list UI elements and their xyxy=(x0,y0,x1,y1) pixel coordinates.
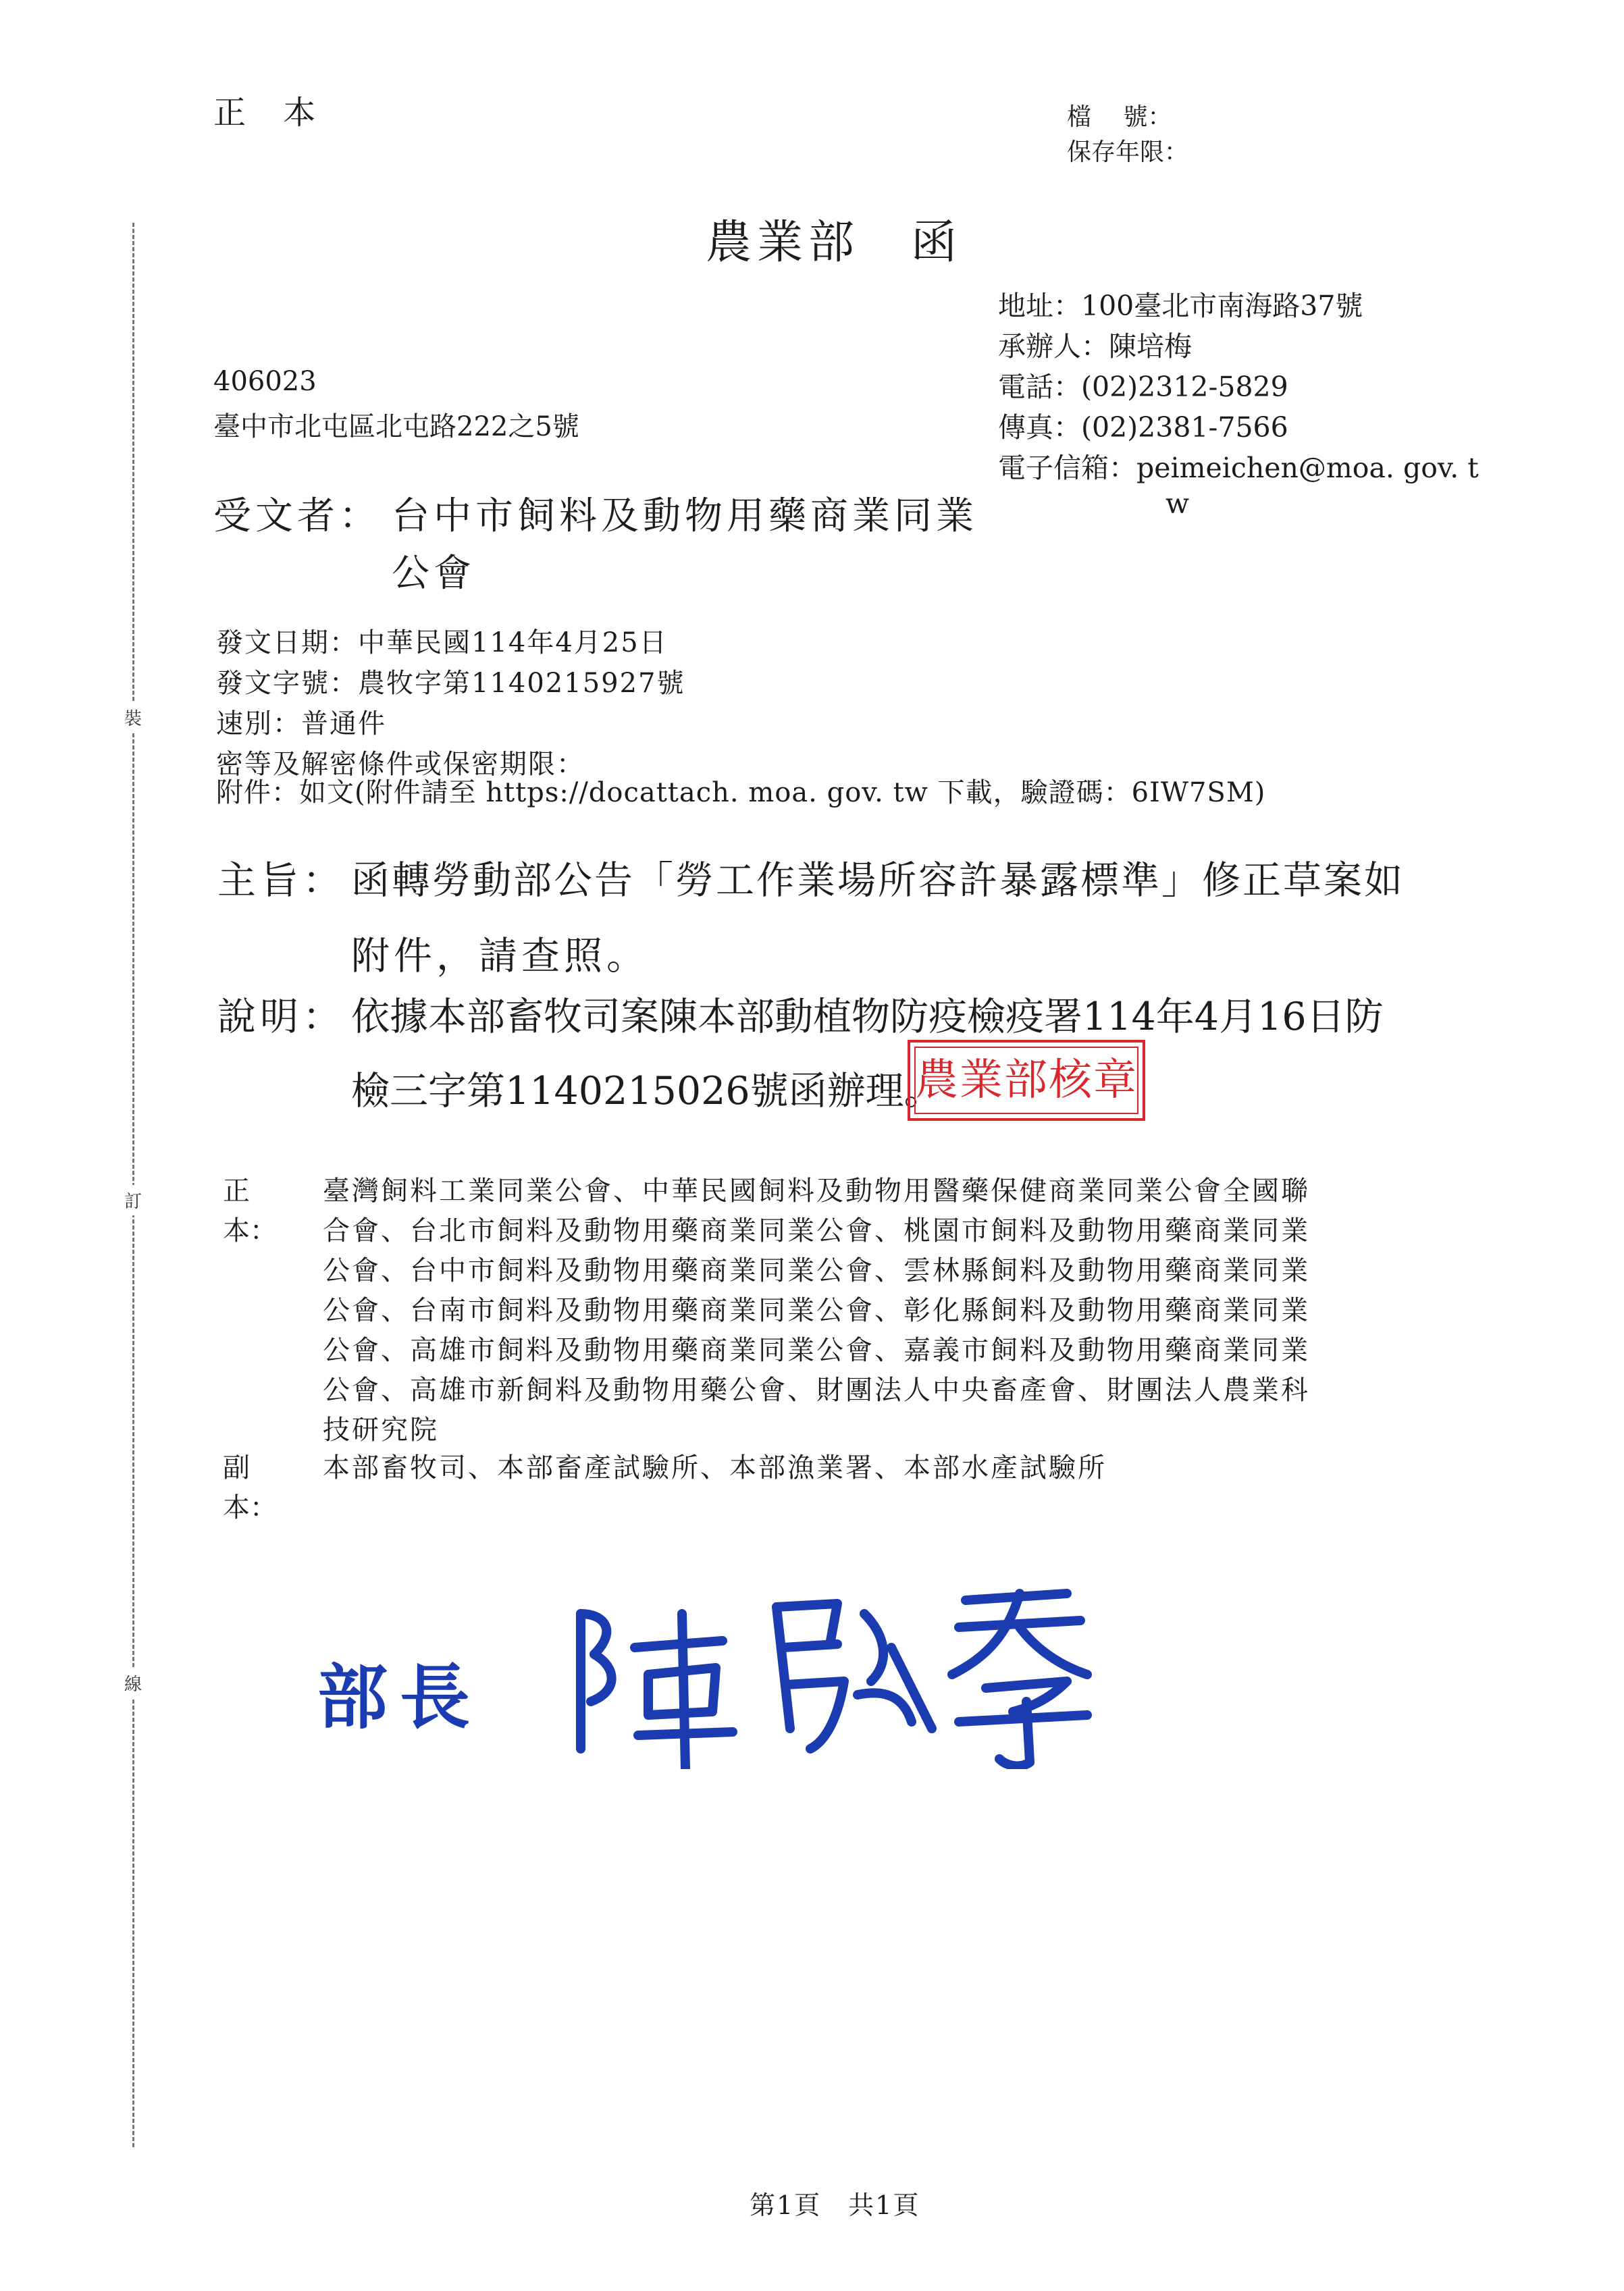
recipient-label: 受文者： xyxy=(213,494,381,538)
issue-date: 發文日期：中華民國114年4月25日 xyxy=(216,627,668,658)
handwritten-signature xyxy=(554,1566,1107,1769)
recipient-name: 台中市飼料及動物用藥商業同業 xyxy=(392,494,978,538)
document-title: 農業部 函 xyxy=(706,216,963,269)
minister-title: 部長 xyxy=(317,1656,483,1739)
recipient-postcode: 406023 xyxy=(213,366,317,397)
original-label: 正本： xyxy=(223,1176,277,1246)
attachment-info[interactable]: 附件：如文(附件請至 https://docattach. moa. gov. tw 下載，驗證碼：6IW7SM) xyxy=(216,777,1266,808)
delivery-speed: 速別：普通件 xyxy=(216,708,386,739)
copy-type-label: 正 本 xyxy=(213,94,330,132)
document-number: 發文字號：農牧字第1140215927號 xyxy=(216,668,685,699)
explanation-text: 依據本部畜牧司案陳本部動植物防疫檢疫署114年4月16日防 xyxy=(351,995,1384,1039)
sender-email: 電子信箱：peimeichen@moa. gov. t xyxy=(998,452,1479,484)
original-line: 公會、台南市飼料及動物用藥商業同業公會、彰化縣飼料及動物用藥商業同業 xyxy=(323,1295,1310,1326)
sender-handler: 承辦人：陳培梅 xyxy=(998,330,1192,363)
binding-mark-ding: 訂 xyxy=(124,1185,142,1215)
original-line: 公會、台中市飼料及動物用藥商業同業公會、雲林縣飼料及動物用藥商業同業 xyxy=(323,1255,1310,1286)
original-line: 合會、台北市飼料及動物用藥商業同業公會、桃園市飼料及動物用藥商業同業 xyxy=(323,1215,1310,1246)
subject-text-continued: 附件，請查照。 xyxy=(351,934,649,978)
original-line: 公會、高雄市飼料及動物用藥商業同業公會、嘉義市飼料及動物用藥商業同業 xyxy=(323,1335,1310,1366)
subject-label: 主旨： xyxy=(217,858,345,903)
copy-recipients: 本部畜牧司、本部畜產試驗所、本部漁業署、本部水產試驗所 xyxy=(323,1452,1107,1483)
subject-text: 函轉勞動部公告「勞工作業場所容許暴露標準」修正草案如 xyxy=(351,858,1405,903)
sender-address: 地址：100臺北市南海路37號 xyxy=(998,290,1363,322)
explanation-text-continued: 檢三字第1140215026號函辦理。 xyxy=(351,1069,943,1113)
original-recipients xyxy=(323,1171,1624,1450)
recipient-name-continued: 公會 xyxy=(392,552,475,596)
binding-mark-zhuang: 裝 xyxy=(124,702,142,733)
secrecy-level: 密等及解密條件或保密期限： xyxy=(216,749,585,780)
original-line: 技研究院 xyxy=(323,1415,439,1446)
original-line: 臺灣飼料工業同業公會、中華民國飼料及動物用醫藥保健商業同業公會全國聯 xyxy=(323,1176,1310,1207)
sender-phone: 電話：(02)2312-5829 xyxy=(998,371,1288,403)
file-number-label: 檔 號： xyxy=(1067,103,1172,131)
sender-email-continued: w xyxy=(1165,488,1190,520)
page-number: 第1頁 共1頁 xyxy=(750,2190,920,2220)
explanation-label: 說明： xyxy=(217,995,345,1039)
recipient-address: 臺中市北屯區北屯路222之5號 xyxy=(213,411,579,442)
original-line: 公會、高雄市新飼料及動物用藥公會、財團法人中央畜產會、財團法人農業科 xyxy=(323,1375,1310,1406)
official-seal-stamp: 農業部核章 xyxy=(908,1040,1145,1121)
sender-fax: 傳真：(02)2381-7566 xyxy=(998,411,1288,444)
retention-period-label: 保存年限： xyxy=(1067,138,1189,166)
copy-label: 副本： xyxy=(223,1452,277,1523)
binding-mark-xian: 線 xyxy=(124,1668,142,1698)
